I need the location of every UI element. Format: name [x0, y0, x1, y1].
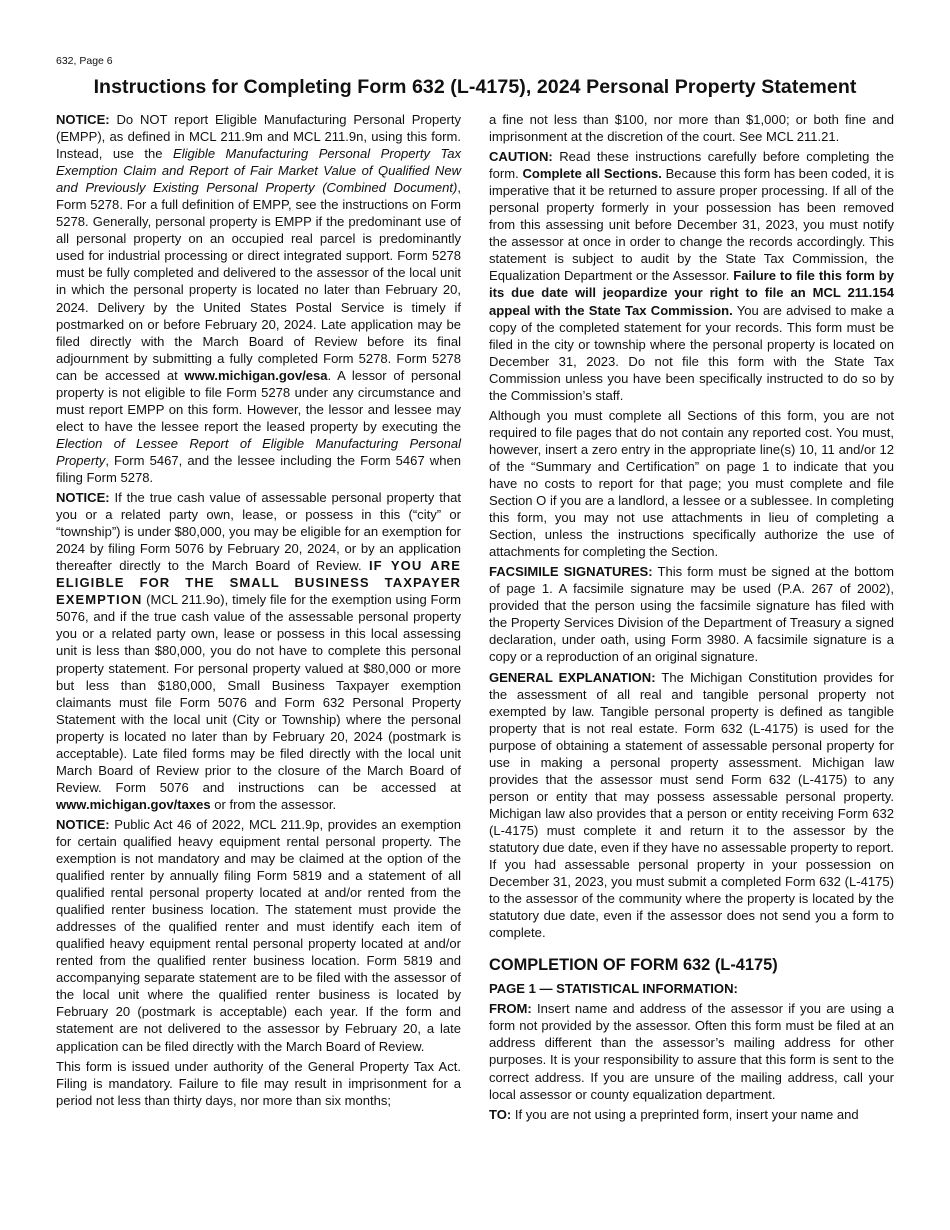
taxes-link[interactable]: www.michigan.gov/taxes — [56, 796, 211, 812]
small-business-heading: IF YOU ARE ELIGIBLE FOR THE SMALL BUSINESS TAXPAYER EXEMPTION — [56, 558, 461, 608]
caution-paragraph: CAUTION: Read these instructions carefully before completing the form. Complete all Sections. Because this form has been coded, it is imperative that it be returned to assure proper processing. If all of the personal property formerly in your possession has been removed from this assessing unit before December 31, 2023, you must notify the assessor at once in order to change the records accordingly. This statement is subject to audit by the State Tax Commission, the Equalization Department or the Assessor. Failure to file this form by its due date will jeopardize your right to file an MCL 211.154 appeal with the State Tax Commission. You are advised to make a copy of the completed statement for your records. This form must be filed in the city or township where the personal property is located on December 31, 2023. Do not file this form with the State Tax Commission unless you have been specifically instructed to do so by the Commission’s staff. — [489, 149, 895, 403]
completion-heading: COMPLETION OF FORM 632 (L-4175) — [489, 956, 778, 975]
form-5467-title: Election of Lessee Report of Eligible Manufacturing Personal Property — [56, 435, 461, 468]
page1-subheading: PAGE 1 — STATISTICAL INFORMATION: — [489, 981, 738, 997]
authority-paragraph: This form is issued under authority of the General Property Tax Act. Filing is mandatory. Failure to file may result in imprisonment for a period not less than thirty days, nor more than six months; — [56, 1058, 461, 1108]
facsimile-label: FACSIMILE SIGNATURES: — [489, 564, 653, 580]
notice-heavy-equipment-paragraph: NOTICE: Public Act 46 of 2022, MCL 211.9p, provides an exemption for certain qualified heavy equipment rental personal property. The exemption is not mandatory and may be claimed at the option of the qualified renter by annually filing Form 5819 and a statement of all qualified rental personal property located at and/or rented from the qualified renter business location. The statement must provide the addresses of the qualified renter and must identify each item of qualified heavy equipment rental personal property located at and/or rented from the qualified renter business location. Form 5819 and accompanying separate statement are to be filed with the assessor of the local unit where the qualified renter business is located by February 20 (postmark is acceptable) each year. If the form and statement are not delivered to the assessor by February 20, a late application can be filed directly with the March Board of Review. — [56, 816, 461, 1054]
notice-label: NOTICE: — [56, 112, 110, 127]
from-label: FROM: — [489, 1001, 532, 1017]
form-5278-title: Eligible Manufacturing Personal Property Tax Exemption Claim and Report of Fair Market Value of Qualified New and Previously Existing Personal Property (Combined Document) — [56, 146, 461, 196]
from-paragraph: FROM: Insert name and address of the assessor if you are using a form not provided by the assessor. Often this form must be filed at an address different than the assessor’s mailing address for other purposes. It is your responsibility to assure that this form is sent to the correct address. If you are unsure of the mailing address, call your local assessor or county equalization department. — [489, 1001, 894, 1102]
general-explanation-paragraph: GENERAL EXPLANATION: The Michigan Constitution provides for the assessment of all real and tangible personal property not exempted by law. Tangible personal property is defined as tangible property that is not real estate. Form 632 (L-4175) is used for the purpose of obtaining a statement of assessable personal property for use in making a personal property assessment. Michigan law provides that the assessor must send Form 632 (L-4175) to any person or entity that may possess assessable personal property. Michigan law also provides that a person or entity receiving Form 632 (L-4175) must complete it and return it to the assessor by the statutory due date, even if they have no assessable property to report. If you had assessable personal property in your possession on December 31, 2023, you must submit a completed Form 632 (L-4175) to the assessor of the community where the property is located by the statutory due date, even if the assessor does not send you a form to complete. — [489, 669, 894, 941]
notice-empp-paragraph: NOTICE: Do NOT report Eligible Manufacturing Personal Property (EMPP), as defined in MCL 211.9m and MCL 211.9n, using this form. Instead, use the Eligible Manufacturing Personal Property Tax Exemption Claim and Report of Fair Market Value of Qualified New and Previously Existing Personal Property (Combined Document), Form 5278. For a full definition of EMPP, see the instructions on Form 5278. Generally, personal property is EMPP if the predominant use of all personal property on an occupied real parcel is predominantly used for industrial processing or direct integrated support. Form 5278 must be fully completed and delivered to the assessor of the local unit in which the personal property is located no later than February 20, 2024. Delivery by the United States Postal Service is timely if postmarked on or before February 20, 2024. Late application may be filed directly with the March Board of Review before its final adjournment by submitting a fully completed Form 5278. Form 5278 can be accessed at www.michigan.gov/esa. A lessor of personal property is not eligible to file Form 5278 under any circumstance and must report EMPP on this form. However, the lessor and lessee may elect to have the lessee report the leased property by executing the Election of Lessee Report of Eligible Manufacturing Personal Property, Form 5467, and the lessee including the Form 5467 when filing Form 5278. — [56, 112, 461, 485]
page-title: Instructions for Completing Form 632 (L-4175), 2024 Personal Property Statement — [93, 76, 857, 98]
to-label: TO: — [489, 1106, 512, 1122]
page-header: 632, Page 6 — [56, 55, 113, 67]
to-paragraph: TO: If you are not using a preprinted form, insert your name and — [489, 1106, 859, 1122]
sections-paragraph: Although you must complete all Sections of this form, you are not required to file pages that do not contain any reported cost. You must, however, insert a zero entry in the appropriate line(s) 10, 11 and/or 12 of the “Summary and Certification” on page 1 to indicate that you have no costs to report for that page; you must complete and file Section O if you are a landlord, a lessee or a sublessee. In completing this form, you may not use attachments in lieu of completing a Section, unless the instructions specifically authorize the use of attachments for completing the Section. — [489, 407, 894, 560]
left-column — [56, 111, 461, 1112]
facsimile-paragraph: FACSIMILE SIGNATURES: This form must be signed at the bottom of page 1. A facsimile signature may be used (P.A. 267 of 2002), provided that the person using the facsimile signature has filed with the Property Services Division of the Department of Treasury a signed declaration, under oath, using Form 3980. A facsimile signature is a copy or a reproduction of an original signature. — [489, 564, 895, 665]
notice-label: NOTICE: — [56, 490, 110, 506]
esa-link[interactable]: www.michigan.gov/esa — [184, 367, 328, 383]
caution-label: CAUTION: — [489, 149, 553, 165]
general-explanation-label: GENERAL EXPLANATION: — [489, 669, 656, 685]
notice-small-business-paragraph: NOTICE: If the true cash value of assessable personal property that you or a related party own, lease, or possess in this (“city” or “township”) is under $80,000, you may be eligible for an exemption for 2024 by filing Form 5076 by February 20, 2024, or by an application thereafter directly to the March Board of Review. IF YOU ARE ELIGIBLE FOR THE SMALL BUSINESS TAXPAYER EXEMPTION (MCL 211.9o), timely file for the exemption using Form 5076, and if the true cash value of the assessable personal property you or a related party own, lease or possess in this local assessing unit is less than $80,000, you do not have to complete this personal property statement. For personal property valued at $80,000 or more but less than $180,000, Small Business Taxpayer exemption claimants must file Form 5076 and Form 632 Personal Property Statement with the local unit (City or Township) where the personal property is located no later than by February 20, 2024 (postmark is acceptable). Late filed forms may be filed directly with the local unit March Board of Review prior to the closure of the March Board of Review. Form 5076 and instructions can be accessed at www.michigan.gov/taxes or from the assessor. — [56, 490, 461, 812]
notice-label: NOTICE: — [56, 816, 110, 832]
right-column — [489, 111, 894, 1126]
penalty-paragraph: a fine not less than $100, nor more than $1,000; or both fine and imprisonment at the discretion of the court. See MCL 211.21. — [489, 112, 894, 145]
